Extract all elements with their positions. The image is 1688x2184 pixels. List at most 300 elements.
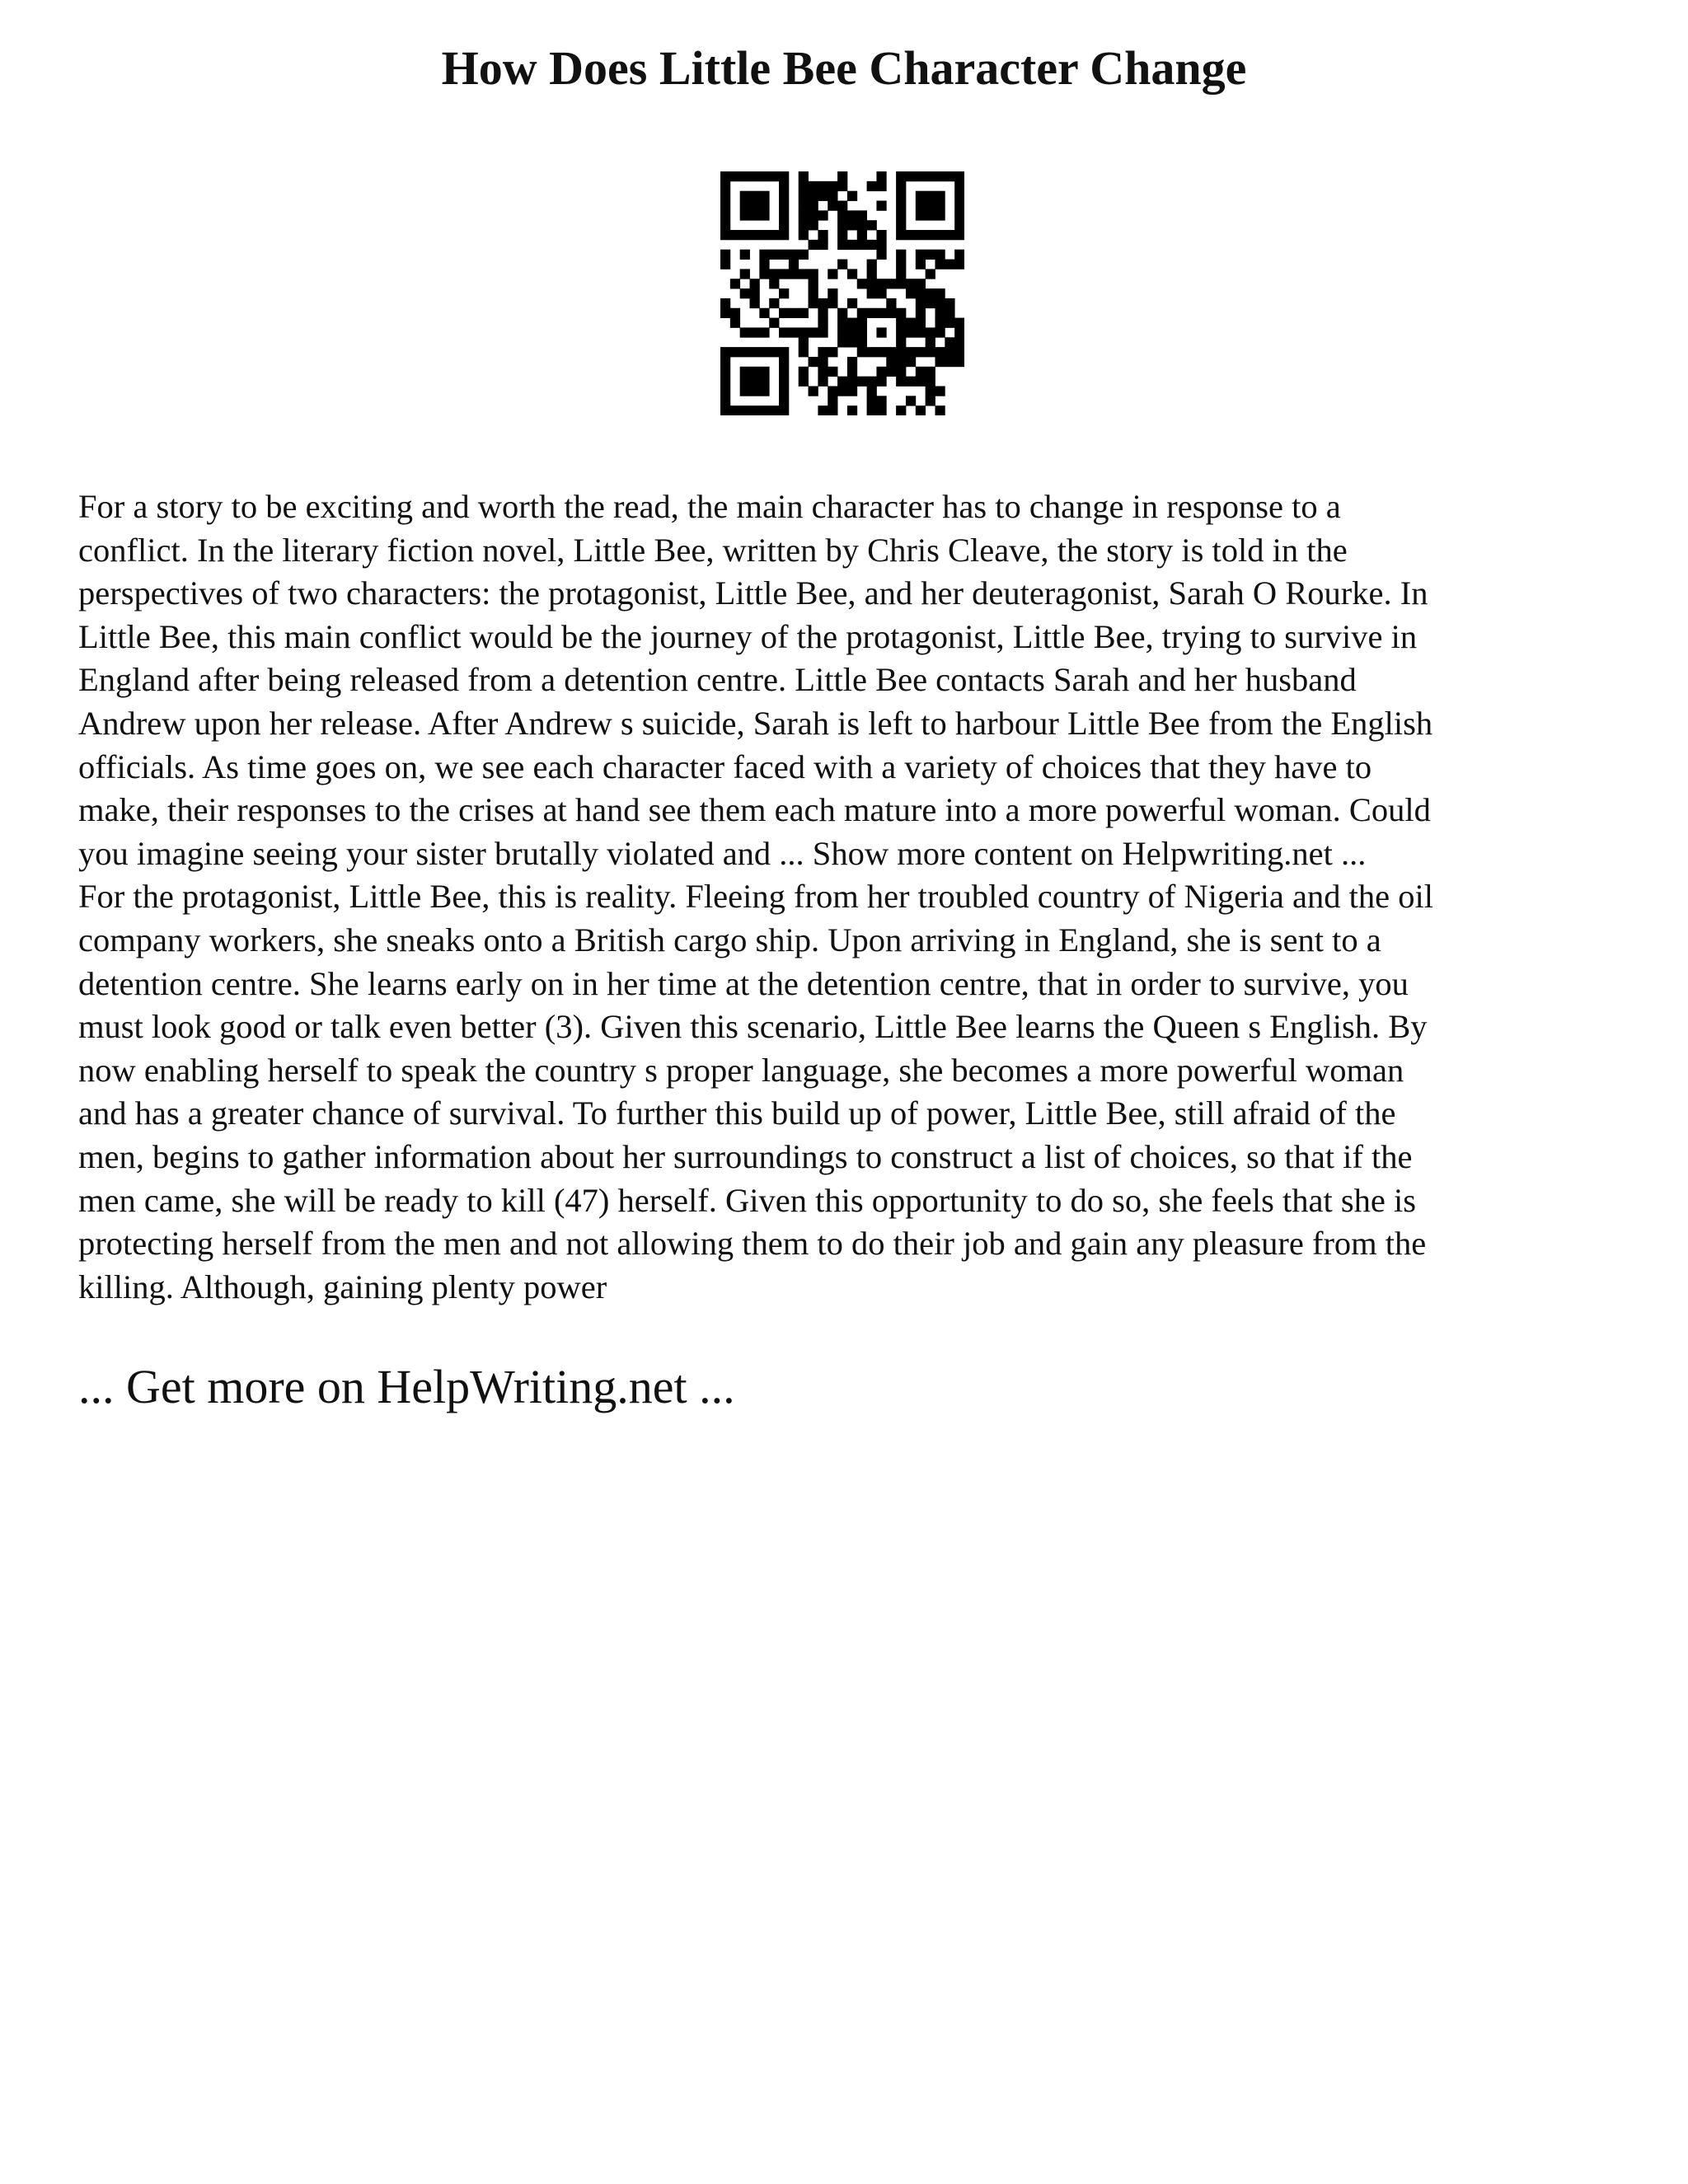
qr-module [769, 405, 779, 415]
qr-module [935, 201, 945, 211]
qr-module [935, 298, 945, 308]
qr-module [896, 318, 906, 328]
qr-module [857, 318, 867, 328]
qr-module [769, 171, 779, 181]
qr-module [935, 171, 945, 181]
qr-module [809, 279, 818, 288]
qr-module [847, 386, 857, 396]
qr-module [818, 240, 828, 250]
qr-module [759, 269, 769, 279]
body-line: now enabling herself to speak the country s proper language, she becomes a more powerful woman [78, 1051, 1404, 1089]
qr-module [720, 210, 730, 220]
qr-module [876, 250, 886, 260]
qr-module [926, 201, 935, 211]
page-title: How Does Little Bee Character Change [441, 41, 1247, 95]
qr-module [876, 347, 886, 357]
qr-module [769, 230, 779, 240]
qr-module [750, 288, 760, 298]
qr-module [857, 230, 867, 240]
qr-module [837, 260, 847, 269]
qr-module [886, 279, 896, 288]
body-line: detention centre. She learns early on in her time at the detention centre, that in order to survive, you [78, 964, 1409, 1002]
qr-module [876, 279, 886, 288]
qr-module [935, 327, 945, 337]
qr-module [886, 308, 896, 318]
qr-module [896, 210, 906, 220]
qr-module [828, 181, 837, 191]
qr-module [759, 327, 769, 337]
qr-module [837, 210, 847, 220]
qr-module [750, 327, 760, 337]
qr-module [799, 220, 809, 230]
qr-module [769, 318, 779, 328]
qr-module [935, 288, 945, 298]
qr-module [935, 347, 945, 357]
body-line: protecting herself from the men and not allowing them to do their job and gain any pleasure from the [78, 1225, 1427, 1263]
qr-module [896, 357, 906, 367]
qr-module [896, 220, 906, 230]
qr-module [759, 230, 769, 240]
qr-module [730, 171, 740, 181]
qr-module [750, 230, 760, 240]
qr-module [799, 327, 809, 337]
qr-module [926, 386, 935, 396]
qr-module [759, 250, 769, 260]
qr-module [896, 337, 906, 347]
qr-module [954, 337, 964, 347]
qr-module [828, 191, 837, 201]
qr-module [886, 347, 896, 357]
qr-module [926, 327, 935, 337]
qr-module [720, 250, 730, 260]
qr-module [837, 240, 847, 250]
qr-module [730, 405, 740, 415]
qr-module [779, 288, 789, 298]
qr-module [906, 288, 916, 298]
qr-module [935, 318, 945, 328]
qr-module [926, 347, 935, 357]
qr-module [779, 386, 789, 396]
body-line: conflict. In the literary fiction novel, Little Bee, written by Chris Cleave, the story is told in the [78, 531, 1348, 569]
qr-module [945, 298, 954, 308]
qr-module [809, 210, 818, 220]
qr-module [857, 279, 867, 288]
qr-module [799, 210, 809, 220]
qr-module [847, 327, 857, 337]
qr-module [818, 191, 828, 201]
qr-module [906, 396, 916, 405]
qr-module [954, 230, 964, 240]
qr-module [809, 288, 818, 298]
qr-module [799, 250, 809, 260]
qr-module [769, 298, 779, 308]
qr-module [857, 220, 867, 230]
body-line: and has a greater chance of survival. To further this build up of power, Little Bee, still afraid of the [78, 1094, 1396, 1132]
body-line: company workers, she sneaks onto a British cargo ship. Upon arriving in England, she is sent to a [78, 921, 1381, 958]
qr-module [759, 171, 769, 181]
qr-module [740, 386, 750, 396]
qr-module [867, 260, 877, 269]
qr-module [935, 386, 945, 396]
qr-module [779, 230, 789, 240]
qr-module [954, 181, 964, 191]
qr-module [945, 337, 954, 347]
qr-module [779, 250, 789, 260]
qr-module [750, 201, 760, 211]
qr-module [857, 308, 867, 318]
qr-module [867, 240, 877, 250]
qr-module [750, 405, 760, 415]
qr-module [886, 367, 896, 377]
qr-module [818, 308, 828, 318]
qr-module [896, 201, 906, 211]
qr-module [896, 171, 906, 181]
qr-module [828, 367, 837, 377]
qr-module [837, 318, 847, 328]
qr-module [837, 230, 847, 240]
qr-module [847, 337, 857, 347]
qr-module [740, 269, 750, 279]
qr-module [867, 396, 877, 405]
qr-module [916, 171, 926, 181]
qr-module [945, 347, 954, 357]
qr-module [896, 367, 906, 377]
qr-module [740, 171, 750, 181]
qr-module [896, 279, 906, 288]
qr-module [769, 347, 779, 357]
qr-module [740, 250, 750, 260]
qr-module [867, 269, 877, 279]
body-line: Andrew upon her release. After Andrew s suicide, Sarah is left to harbour Little Bee from the English [78, 704, 1433, 742]
qr-module [954, 171, 964, 181]
qr-module [740, 367, 750, 377]
qr-module [759, 386, 769, 396]
qr-module [720, 386, 730, 396]
qr-module [847, 357, 857, 367]
qr-module [857, 240, 867, 250]
body-line: For the protagonist, Little Bee, this is reality. Fleeing from her troubled country of Nigeria and the oil [78, 878, 1433, 916]
qr-module [759, 210, 769, 220]
qr-module [847, 377, 857, 387]
body-line: Little Bee, this main conflict would be the journey of the protagonist, Little Bee, trying to survive in [78, 617, 1418, 655]
qr-module [818, 230, 828, 240]
qr-module [759, 308, 769, 318]
qr-module [769, 279, 779, 288]
qr-module [876, 288, 886, 298]
qr-module [935, 405, 945, 415]
body-line: you imagine seeing your sister brutally violated and ... Show more content on Helpwriting.net ... [78, 834, 1367, 872]
qr-module [896, 260, 906, 269]
qr-module [720, 405, 730, 415]
qr-module [799, 337, 809, 347]
qr-module [809, 357, 818, 367]
qr-module [720, 181, 730, 191]
qr-module [759, 191, 769, 201]
qr-module [896, 191, 906, 201]
qr-module [916, 377, 926, 387]
qr-module [789, 327, 799, 337]
qr-module [818, 367, 828, 377]
qr-module [799, 347, 809, 357]
qr-module [886, 298, 896, 308]
qr-module [896, 347, 906, 357]
qr-module [926, 396, 935, 405]
qr-module [916, 308, 926, 318]
qr-module [809, 269, 818, 279]
qr-module [730, 279, 740, 288]
qr-module [799, 377, 809, 387]
qr-module [916, 405, 926, 415]
qr-module [740, 405, 750, 415]
qr-module [867, 405, 877, 415]
qr-module [809, 181, 818, 191]
qr-module [876, 327, 886, 337]
qr-module [896, 269, 906, 279]
qr-module [828, 269, 837, 279]
qr-module [720, 347, 730, 357]
qr-module [837, 201, 847, 211]
qr-module [876, 405, 886, 415]
qr-module [926, 171, 935, 181]
qr-module [818, 318, 828, 328]
qr-module [896, 308, 906, 318]
qr-module [945, 171, 954, 181]
qr-module [945, 308, 954, 318]
qr-module [740, 327, 750, 337]
qr-module [857, 337, 867, 347]
body-line: men, begins to gather information about her surroundings to construct a list of choices, so that if the [78, 1137, 1413, 1175]
get-more-link[interactable]: ... Get more on HelpWriting.net ... [78, 1360, 735, 1413]
body-line: England after being released from a detention centre. Little Bee contacts Sarah and her husband [78, 661, 1357, 699]
qr-module [750, 298, 760, 308]
qr-module [828, 201, 837, 211]
qr-module [935, 210, 945, 220]
qr-module [916, 260, 926, 269]
qr-module [779, 347, 789, 357]
qr-module [876, 171, 886, 181]
qr-module [916, 318, 926, 328]
qr-module [750, 191, 760, 201]
qr-module [818, 327, 828, 337]
qr-module [750, 171, 760, 181]
qr-module [876, 377, 886, 387]
qr-module [906, 377, 916, 387]
qr-module [837, 171, 847, 181]
qr-module [779, 171, 789, 181]
qr-module [847, 240, 857, 250]
qr-module [720, 171, 730, 181]
qr-module [945, 318, 954, 328]
qr-module [916, 201, 926, 211]
qr-module [828, 405, 837, 415]
qr-module [828, 288, 837, 298]
qr-module [730, 347, 740, 357]
body-line: must look good or talk even better (3). Given this scenario, Little Bee learns the Queen s English. By [78, 1008, 1428, 1046]
qr-module [809, 191, 818, 201]
qr-module [837, 386, 847, 396]
qr-module [740, 377, 750, 387]
qr-module [779, 377, 789, 387]
qr-module [837, 327, 847, 337]
qr-module [720, 260, 730, 269]
qr-module [720, 298, 730, 308]
body-line: make, their responses to the crises at hand see them each mature into a more powerful woman. Could [78, 791, 1431, 829]
qr-module [720, 377, 730, 387]
qr-module [896, 250, 906, 260]
qr-module [935, 357, 945, 367]
qr-module [867, 308, 877, 318]
qr-module [847, 210, 857, 220]
qr-module [769, 269, 779, 279]
qr-module [779, 220, 789, 230]
qr-module [916, 250, 926, 260]
qr-module [926, 298, 935, 308]
qr-module [818, 357, 828, 367]
qr-module [896, 377, 906, 387]
qr-module [876, 308, 886, 318]
qr-module [954, 357, 964, 367]
qr-module [759, 367, 769, 377]
qr-module [906, 318, 916, 328]
qr-module [740, 210, 750, 220]
qr-module [779, 308, 789, 318]
qr-module [828, 298, 837, 308]
qr-module [818, 377, 828, 387]
body-line: officials. As time goes on, we see each character faced with a variety of choices that they have to [78, 748, 1372, 785]
qr-module [847, 298, 857, 308]
qr-module [926, 250, 935, 260]
qr-module [954, 318, 964, 328]
qr-module [916, 210, 926, 220]
qr-module [906, 230, 916, 240]
qr-module [818, 181, 828, 191]
qr-module [847, 191, 857, 201]
qr-module [720, 308, 730, 318]
qr-module [906, 357, 916, 367]
qr-module [916, 288, 926, 298]
qr-module [789, 250, 799, 260]
qr-module [857, 327, 867, 337]
qr-module [750, 347, 760, 357]
qr-module [926, 377, 935, 387]
qr-module [750, 279, 760, 288]
qr-module [926, 337, 935, 347]
qr-module [837, 308, 847, 318]
qr-module [954, 347, 964, 357]
qr-module [828, 386, 837, 396]
qr-module [779, 405, 789, 415]
qr-module [779, 357, 789, 367]
qr-module [720, 230, 730, 240]
qr-module [876, 230, 886, 240]
qr-module [837, 181, 847, 191]
qr-module [750, 377, 760, 387]
qr-module [759, 347, 769, 357]
qr-module [954, 250, 964, 260]
qr-module [779, 396, 789, 405]
qr-module [935, 260, 945, 269]
qr-module [720, 220, 730, 230]
qr-module [916, 298, 926, 308]
qr-module [809, 201, 818, 211]
qr-module [867, 279, 877, 288]
qr-module [779, 201, 789, 211]
qr-module [954, 210, 964, 220]
qr-module [799, 230, 809, 240]
qr-module [935, 250, 945, 260]
qr-module [916, 191, 926, 201]
qr-module [809, 298, 818, 308]
qr-module [799, 201, 809, 211]
qr-module [818, 210, 828, 220]
qr-module [867, 386, 877, 396]
qr-module [759, 260, 769, 269]
qr-code-icon [720, 171, 964, 415]
qr-module [847, 318, 857, 328]
qr-module [886, 357, 896, 367]
qr-module [750, 386, 760, 396]
qr-module [847, 405, 857, 415]
qr-module [896, 405, 906, 415]
qr-module [809, 220, 818, 230]
article-body [78, 485, 1611, 1309]
body-line: For a story to be exciting and worth the read, the main character has to change in response to a [78, 488, 1341, 525]
qr-module [867, 347, 877, 357]
qr-module [906, 171, 916, 181]
qr-module [740, 191, 750, 201]
qr-module [896, 181, 906, 191]
qr-module [896, 230, 906, 240]
qr-module [720, 367, 730, 377]
qr-module [954, 191, 964, 201]
qr-module [935, 191, 945, 201]
qr-module [876, 367, 886, 377]
qr-module [954, 220, 964, 230]
qr-module [769, 250, 779, 260]
qr-module [740, 288, 750, 298]
qr-module [876, 240, 886, 250]
qr-module [837, 377, 847, 387]
qr-module [906, 327, 916, 337]
qr-module [740, 230, 750, 240]
qr-module [789, 308, 799, 318]
qr-module [809, 386, 818, 396]
qr-module [779, 210, 789, 220]
qr-module [740, 347, 750, 357]
qr-module [818, 298, 828, 308]
qr-module [799, 191, 809, 201]
qr-module [926, 367, 935, 377]
qr-module [799, 181, 809, 191]
qr-module [896, 327, 906, 337]
qr-module [779, 191, 789, 201]
qr-module [779, 269, 789, 279]
qr-module [779, 367, 789, 377]
qr-module [867, 288, 877, 298]
qr-module [916, 230, 926, 240]
qr-module [926, 230, 935, 240]
qr-module [945, 357, 954, 367]
qr-module [809, 327, 818, 337]
qr-module [926, 269, 935, 279]
qr-module [867, 181, 877, 191]
qr-module [730, 230, 740, 240]
qr-module [828, 396, 837, 405]
body-line: men came, she will be ready to kill (47) herself. Given this opportunity to do so, she feels that she is [78, 1181, 1417, 1219]
qr-module [847, 269, 857, 279]
qr-module [759, 377, 769, 387]
qr-module [916, 367, 926, 377]
